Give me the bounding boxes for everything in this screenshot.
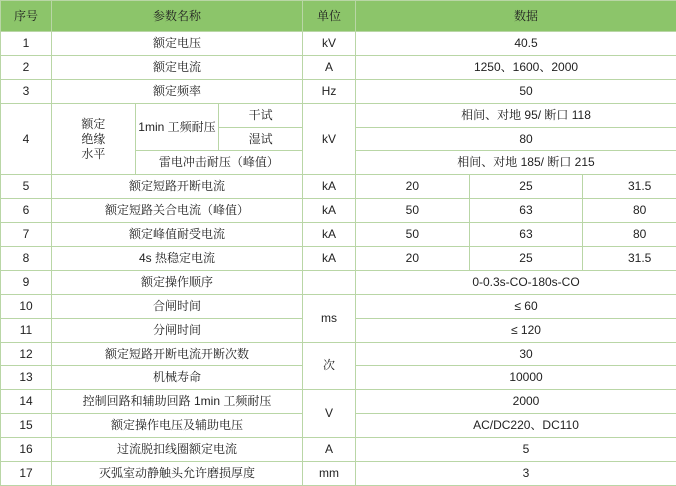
table-row — [1, 79, 676, 103]
row-data: 2000 — [356, 390, 676, 414]
row-data: 5 — [356, 438, 676, 462]
table-row — [1, 175, 676, 199]
row-data-col2: 25 — [469, 247, 583, 271]
sub-row-kind-dry: 干试 — [219, 103, 303, 127]
row-no: 8 — [1, 247, 52, 271]
table-row — [1, 294, 676, 318]
row-unit: V — [303, 390, 356, 438]
row-no: 3 — [1, 79, 52, 103]
row-data: 10000 — [356, 366, 676, 390]
row-name: 额定电流 — [52, 55, 303, 79]
row-no: 9 — [1, 270, 52, 294]
row-data: 50 — [356, 79, 676, 103]
table-header-row — [1, 1, 676, 32]
row-name-line1: 额定 — [81, 116, 106, 131]
row-name: 过流脱扣线圈额定电流 — [52, 438, 303, 462]
row-data: 40.5 — [356, 32, 676, 56]
sub-row-label-lightning: 雷电冲击耐压（峰值） — [135, 151, 302, 175]
sub-row-data-dry: 相间、对地 95/ 断口 118 — [356, 103, 676, 127]
row-unit: ms — [303, 294, 356, 342]
sub-row-label-powerfreq: 1min 工频耐压 — [135, 103, 219, 151]
sub-row-data-lightning: 相间、对地 185/ 断口 215 — [356, 151, 676, 175]
row-name: 合闸时间 — [52, 294, 303, 318]
row-no: 2 — [1, 55, 52, 79]
row-data-col1: 50 — [356, 199, 470, 223]
row-no: 11 — [1, 318, 52, 342]
row-no: 13 — [1, 366, 52, 390]
row-data-col1: 20 — [356, 175, 470, 199]
row-data: ≤ 60 — [356, 294, 676, 318]
row-no: 12 — [1, 342, 52, 366]
sub-row-data-wet: 80 — [356, 127, 676, 151]
column-header-no: 序号 — [1, 1, 52, 32]
row-data-col1: 50 — [356, 223, 470, 247]
row-unit: kA — [303, 223, 356, 247]
row-data-col2: 25 — [469, 175, 583, 199]
row-unit: 次 — [303, 342, 356, 390]
table-row — [1, 247, 676, 271]
row-unit: kV — [303, 32, 356, 56]
row-data: 30 — [356, 342, 676, 366]
table-row — [1, 103, 676, 127]
row-data-col3: 80 — [583, 223, 676, 247]
row-no: 14 — [1, 390, 52, 414]
table-row — [1, 55, 676, 79]
row-name: 分闸时间 — [52, 318, 303, 342]
row-unit: mm — [303, 462, 356, 486]
table-row — [1, 462, 676, 486]
row-no: 17 — [1, 462, 52, 486]
table-row — [1, 223, 676, 247]
row-name: 额定短路开断电流开断次数 — [52, 342, 303, 366]
row-unit: A — [303, 438, 356, 462]
row-unit: kA — [303, 247, 356, 271]
table-row — [1, 438, 676, 462]
row-unit: kA — [303, 199, 356, 223]
row-unit — [303, 270, 356, 294]
row-name-line2: 绝缘 — [81, 131, 106, 146]
row-data: 1250、1600、2000 — [356, 55, 676, 79]
row-name: 额定频率 — [52, 79, 303, 103]
row-no: 15 — [1, 414, 52, 438]
row-name: 机械寿命 — [52, 366, 303, 390]
row-name-insulation-level — [52, 103, 136, 175]
sub-row-kind-wet: 湿试 — [219, 127, 303, 151]
table-row — [1, 32, 676, 56]
row-no: 4 — [1, 103, 52, 175]
row-data-col2: 63 — [469, 223, 583, 247]
table-row — [1, 390, 676, 414]
row-name: 额定短路开断电流 — [52, 175, 303, 199]
row-data: ≤ 120 — [356, 318, 676, 342]
row-no: 1 — [1, 32, 52, 56]
row-no: 6 — [1, 199, 52, 223]
row-data: AC/DC220、DC110 — [356, 414, 676, 438]
column-header-name: 参数名称 — [52, 1, 303, 32]
row-no: 16 — [1, 438, 52, 462]
column-header-unit: 单位 — [303, 1, 356, 32]
row-unit: kA — [303, 175, 356, 199]
row-no: 5 — [1, 175, 52, 199]
row-name: 额定操作电压及辅助电压 — [52, 414, 303, 438]
row-unit: kV — [303, 103, 356, 175]
row-data: 3 — [356, 462, 676, 486]
row-name: 额定电压 — [52, 32, 303, 56]
row-name: 额定操作顺序 — [52, 270, 303, 294]
row-name: 控制回路和辅助回路 1min 工频耐压 — [52, 390, 303, 414]
row-name: 灭弧室动静触头允许磨损厚度 — [52, 462, 303, 486]
row-data-col3: 31.5 — [583, 247, 676, 271]
row-unit: A — [303, 55, 356, 79]
row-no: 10 — [1, 294, 52, 318]
row-name: 额定峰值耐受电流 — [52, 223, 303, 247]
row-data: 0-0.3s-CO-180s-CO — [356, 270, 676, 294]
row-name: 4s 热稳定电流 — [52, 247, 303, 271]
table-row — [1, 199, 676, 223]
row-data-col3: 31.5 — [583, 175, 676, 199]
row-data-col1: 20 — [356, 247, 470, 271]
column-header-data: 数据 — [356, 1, 676, 32]
row-no: 7 — [1, 223, 52, 247]
row-name-line3: 水平 — [81, 146, 106, 161]
row-data-col2: 63 — [469, 199, 583, 223]
row-unit: Hz — [303, 79, 356, 103]
table-row — [1, 270, 676, 294]
row-data-col3: 80 — [583, 199, 676, 223]
table-row — [1, 342, 676, 366]
row-name: 额定短路关合电流（峰值） — [52, 199, 303, 223]
